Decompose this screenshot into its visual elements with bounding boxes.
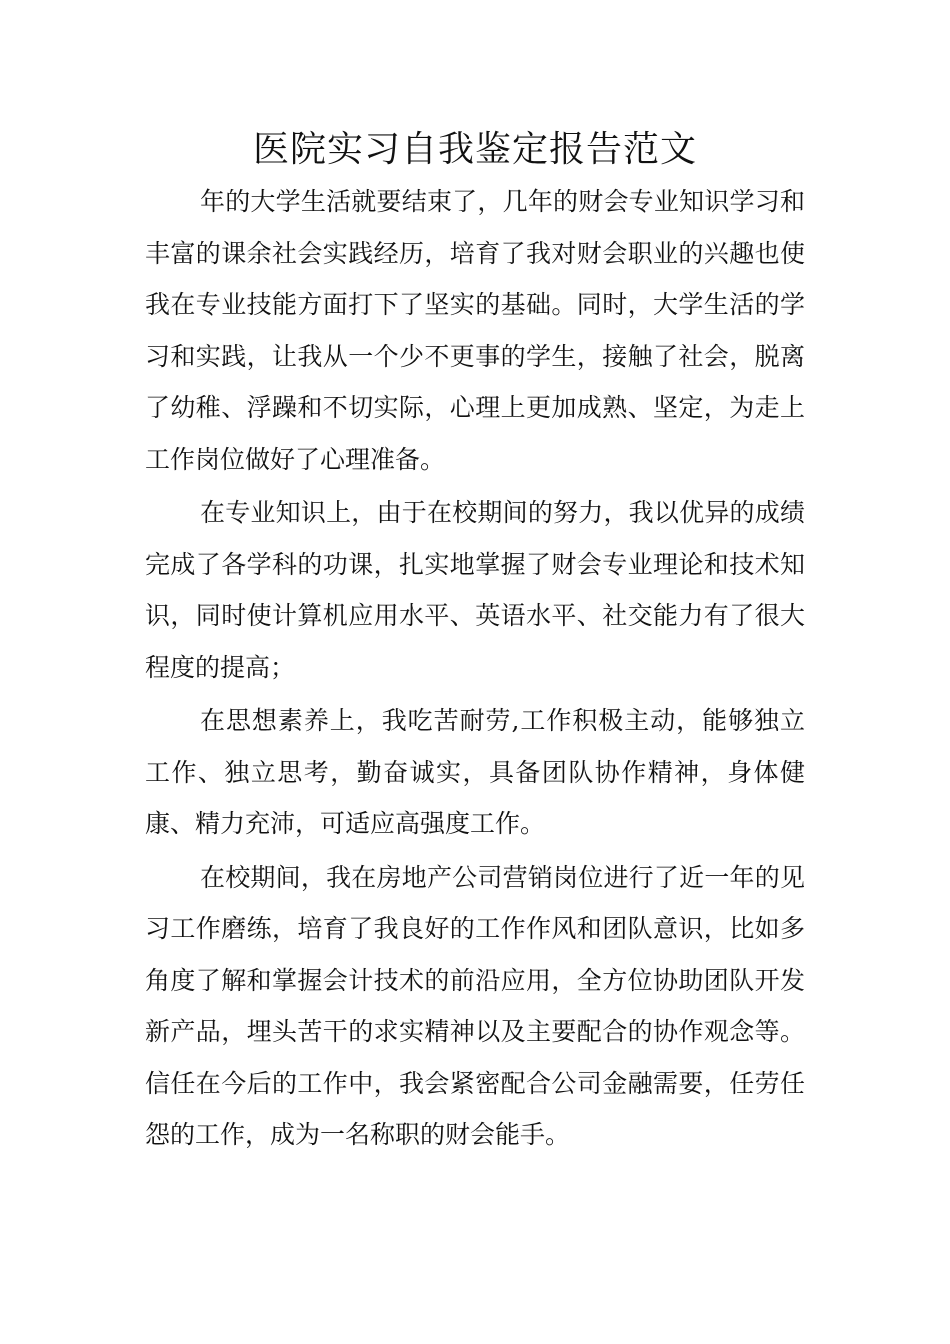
paragraph-internship-experience: 在校期间，我在房地产公司营销岗位进行了近一年的见习工作磨练，培育了我良好的工作作风和团队意识，比如多角度了解和掌握会计技术的前沿应用，全方位协助团队开发新产品，埋头苦干的求实精神以及主要配合的协作观念等。信任在今后的工作中，我会紧密配合公司金融需要，任劳任怨的工作，成为一名称职的财会能手。 [145,862,805,1149]
document-title: 医院实习自我鉴定报告范文 [252,129,697,170]
paragraph-intro: 年的大学生活就要结束了，几年的财会专业知识学习和丰富的课余社会实践经历，培育了我对财会职业的兴趣也使我在专业技能方面打下了坚实的基础。同时，大学生活的学习和实践，让我从一个少不更事的学生，接触了社会，脱离了幼稚、浮躁和不切实际，心理上更加成熟、坚定，为走上工作岗位做好了心理准备。 [145,187,805,474]
paragraph-professional-knowledge: 在专业知识上，由于在校期间的努力，我以优异的成绩完成了各学科的功课，扎实地掌握了财会专业理论和技术知识，同时使计算机应用水平、英语水平、社交能力有了很大程度的提高； [145,498,805,682]
document-body [145,176,805,1163]
paragraph-ideological-quality: 在思想素养上，我吃苦耐劳,工作积极主动，能够独立工作、独立思考，勤奋诚实，具备团队协作精神，身体健康、精力充沛，可适应高强度工作。 [145,706,805,838]
